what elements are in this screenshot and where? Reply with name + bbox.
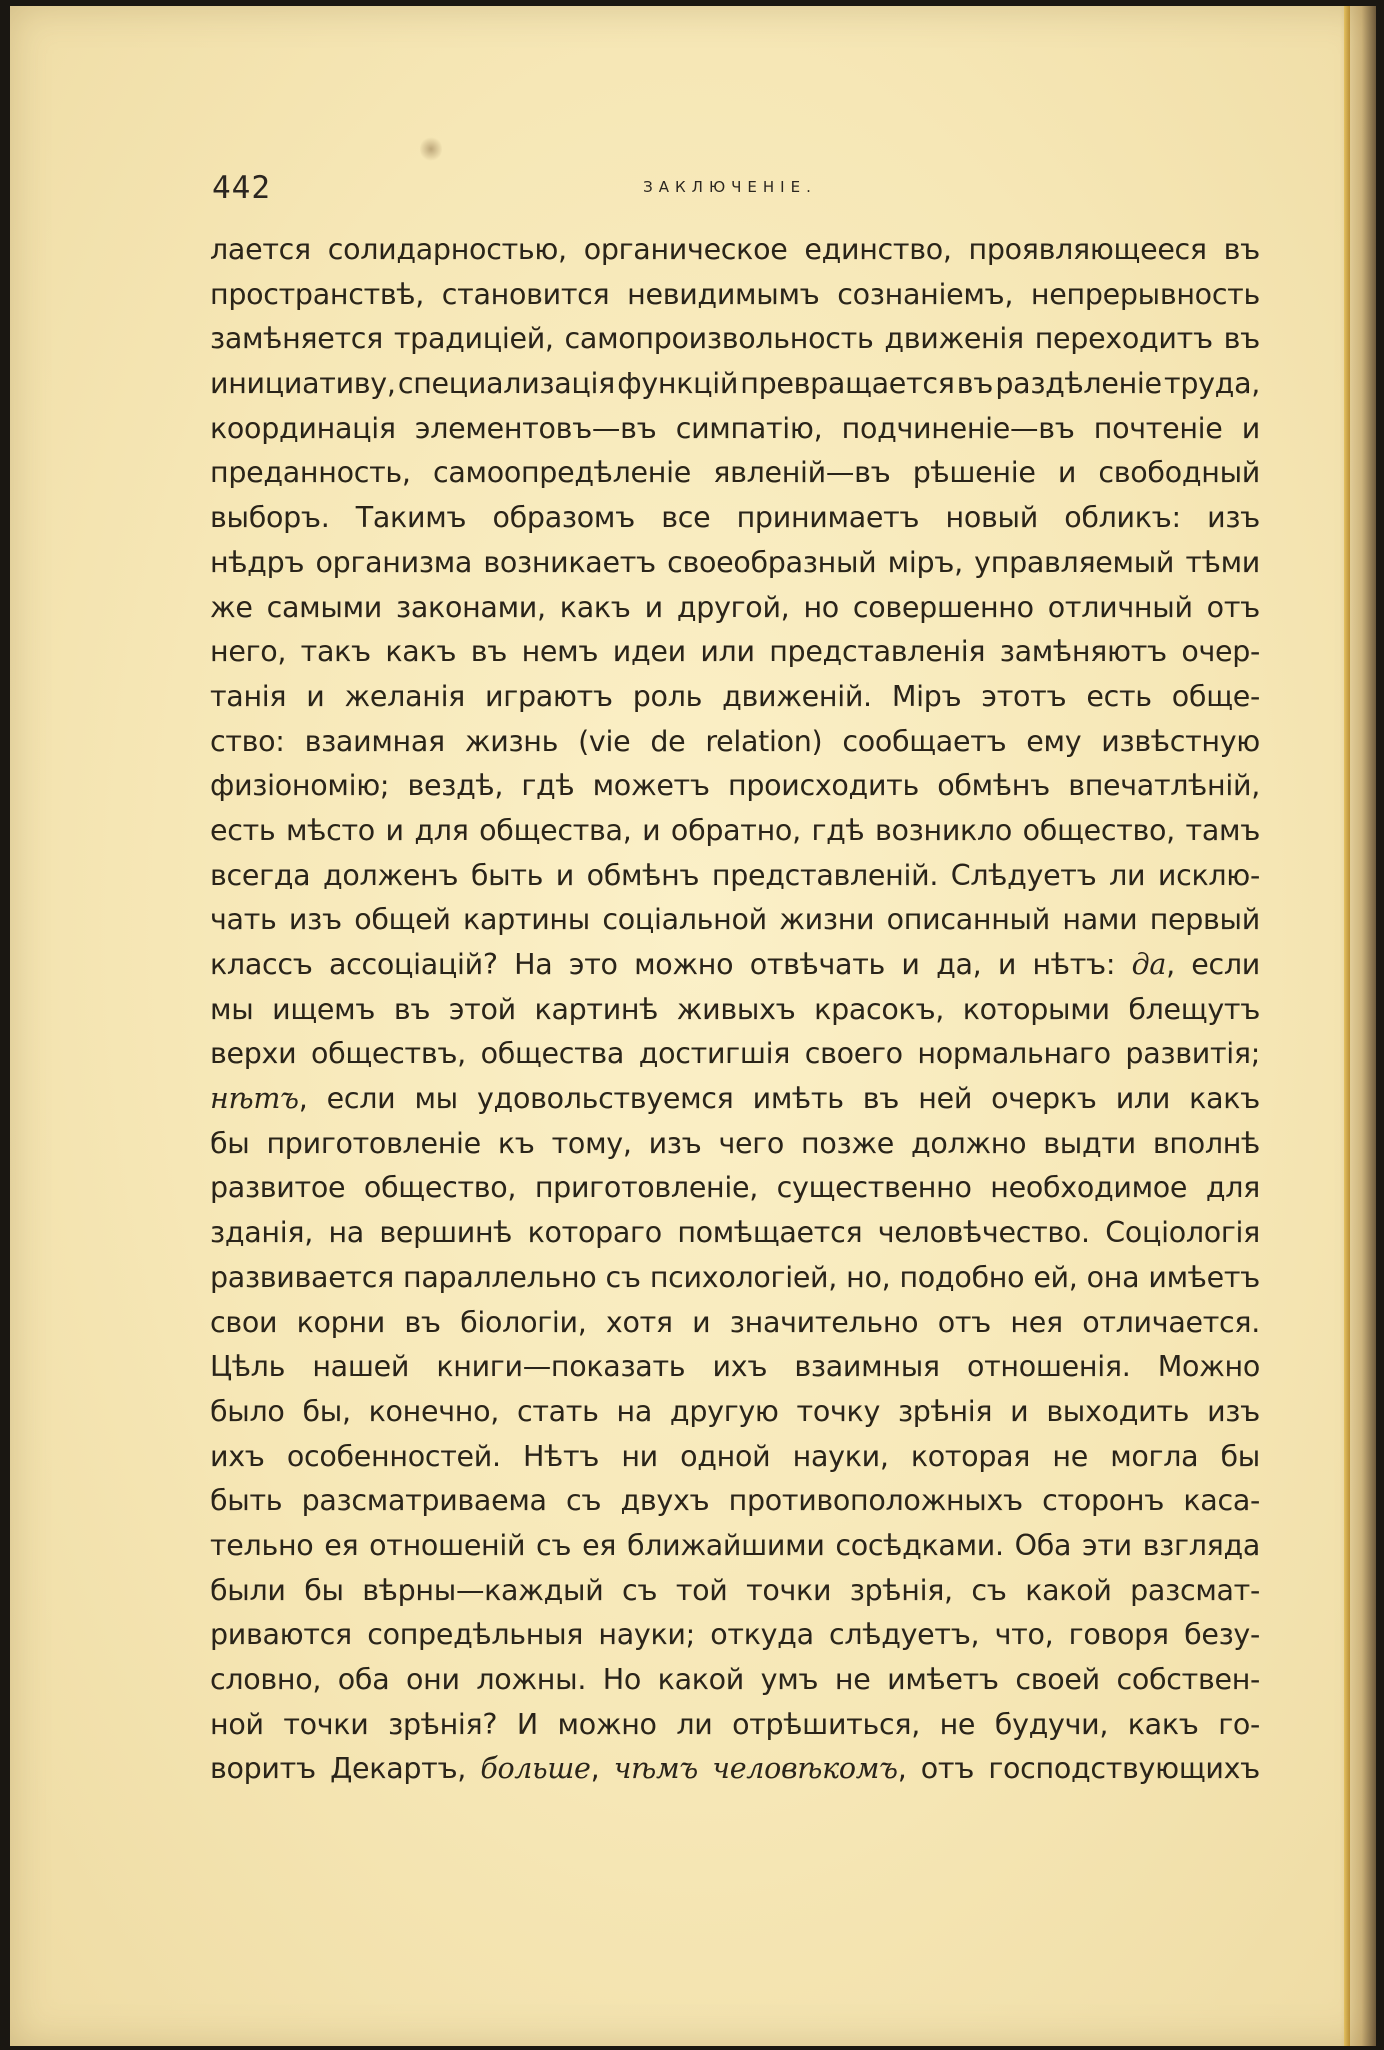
text-segment: воритъ Декартъ, bbox=[210, 1752, 481, 1786]
text-line bbox=[210, 1613, 1260, 1658]
text-line bbox=[210, 1703, 1260, 1748]
text-segment: него, такъ какъ въ немъ идеи или представленія замѣняютъ очер- bbox=[210, 635, 1261, 669]
text-segment: развитое общество, приготовленіе, существенно необходимое для bbox=[210, 1171, 1261, 1205]
text-line bbox=[210, 809, 1260, 854]
text-segment: , отъ господствующихъ bbox=[897, 1752, 1260, 1786]
text-segment: были бы вѣрны—каждый съ той точки зрѣнія, съ какой разсмат- bbox=[210, 1573, 1260, 1607]
text-line bbox=[210, 1211, 1260, 1256]
italic-text: больше bbox=[480, 1752, 591, 1786]
text-line bbox=[210, 586, 1260, 631]
text-segment: чать изъ общей картины соціальной жизни описанный нами первый bbox=[210, 903, 1260, 937]
text-segment: лается солидарностью, органическое единство, проявляющееся въ bbox=[210, 233, 1260, 266]
text-line bbox=[210, 541, 1260, 586]
text-segment: верхи обществъ, общества достигшія своего нормальнаго развитія; bbox=[210, 1037, 1261, 1071]
text-line bbox=[210, 1747, 1260, 1792]
text-line bbox=[210, 1166, 1260, 1211]
text-segment: ихъ особенностей. Нѣтъ ни одной науки, которая не могла бы bbox=[210, 1439, 1261, 1473]
running-head: ЗАКЛЮЧЕНІЕ. bbox=[643, 178, 817, 196]
body-text bbox=[210, 228, 1260, 1792]
italic-text: чѣмъ человѣкомъ bbox=[613, 1752, 898, 1786]
text-line bbox=[210, 451, 1260, 496]
text-segment: свои корни въ біологіи, хотя и значительно отъ нея отличается. bbox=[210, 1305, 1260, 1339]
text-segment: риваются сопредѣльныя науки; откуда слѣдуетъ, что, говоря безу- bbox=[210, 1618, 1260, 1652]
ink-smudge bbox=[420, 136, 442, 162]
text-segment: , если bbox=[1166, 948, 1261, 981]
text-line bbox=[210, 988, 1260, 1033]
text-segment: танія и желанія играютъ роль движеній. Міръ этотъ есть обще- bbox=[210, 679, 1260, 713]
text-line bbox=[210, 1256, 1260, 1301]
text-line bbox=[210, 273, 1260, 318]
text-segment: же самыми законами, какъ и другой, но совершенно отличный отъ bbox=[210, 590, 1260, 624]
text-segment: ство: взаимная жизнь (vie de relation) сообщаетъ ему извѣстную bbox=[210, 724, 1260, 758]
text-line bbox=[210, 675, 1260, 720]
text-segment: мы ищемъ въ этой картинѣ живыхъ красокъ, которыми блещутъ bbox=[210, 992, 1261, 1026]
text-segment: ной точки зрѣнія? И можно ли отрѣшиться, не будучи, какъ го- bbox=[210, 1707, 1261, 1741]
text-segment: нѣдръ организма возникаетъ своеобразный міръ, управляемый тѣми bbox=[210, 545, 1261, 579]
text-segment: бы приготовленіе къ тому, изъ чего позже должно выдти вполнѣ bbox=[210, 1126, 1260, 1160]
text-segment: классъ ассоціацій? На это можно отвѣчать и да, и нѣтъ: bbox=[210, 948, 1132, 981]
text-line bbox=[210, 496, 1260, 541]
text-segment: физіономію; вездѣ, гдѣ можетъ происходить обмѣнъ впечатлѣній, bbox=[210, 769, 1260, 803]
text-segment: зданія, на вершинѣ котораго помѣщается человѣчество. Соціологія bbox=[210, 1216, 1261, 1250]
text-line bbox=[210, 1345, 1260, 1390]
text-line bbox=[210, 1077, 1260, 1122]
text-segment: Цѣль нашей книги—показать ихъ взаимныя отношенія. Можно bbox=[210, 1350, 1261, 1384]
text-line bbox=[210, 630, 1260, 675]
text-line bbox=[210, 317, 1260, 362]
text-segment: выборъ. Такимъ образомъ все принимаетъ новый обликъ: изъ bbox=[210, 501, 1261, 535]
text-segment: всегда долженъ быть и обмѣнъ представленій. Слѣдуетъ ли исклю- bbox=[210, 858, 1260, 892]
text-line bbox=[210, 854, 1260, 899]
italic-text: да bbox=[1131, 948, 1167, 981]
italic-text: нѣтъ bbox=[210, 1082, 299, 1116]
text-segment: преданность, самоопредѣленіе явленій—въ рѣшеніе и свободный bbox=[210, 456, 1260, 490]
page-header bbox=[200, 160, 1260, 210]
text-segment: координація элементовъ—въ симпатію, подчиненіе—въ почтеніе и bbox=[210, 411, 1260, 445]
text-segment: , bbox=[590, 1752, 614, 1786]
page-edge-shadow bbox=[1340, 6, 1376, 2046]
text-segment: быть разсматриваема съ двухъ противоположныхъ сторонъ каса- bbox=[210, 1484, 1260, 1518]
text-line bbox=[210, 943, 1260, 988]
text-segment: есть мѣсто и для общества, и обратно, гдѣ возникло общество, тамъ bbox=[210, 813, 1261, 847]
page-number: 442 bbox=[212, 170, 271, 206]
text-line bbox=[210, 1032, 1260, 1077]
text-segment: , если мы удовольствуемся имѣть въ ней очеркъ или какъ bbox=[298, 1082, 1261, 1116]
text-line bbox=[210, 1435, 1260, 1480]
text-segment: развивается параллельно съ психологіей, но, подобно ей, она имѣетъ bbox=[210, 1260, 1261, 1294]
text-line bbox=[210, 1301, 1260, 1346]
text-line bbox=[210, 362, 1260, 407]
text-line bbox=[210, 1524, 1260, 1569]
text-line bbox=[210, 1569, 1260, 1614]
text-line bbox=[210, 1390, 1260, 1435]
text-line bbox=[210, 1479, 1260, 1524]
text-line bbox=[210, 228, 1260, 273]
text-line bbox=[210, 407, 1260, 452]
text-segment: пространствѣ, становится невидимымъ сознаніемъ, непрерывность bbox=[210, 277, 1260, 311]
text-segment: инициативу, специализація функцій превращается въ раздѣленіе труда, bbox=[210, 367, 1260, 401]
text-line bbox=[210, 720, 1260, 765]
text-line bbox=[210, 1658, 1260, 1703]
text-segment: замѣняется традиціей, самопроизвольность движенія переходитъ въ bbox=[210, 322, 1260, 356]
text-line bbox=[210, 898, 1260, 943]
text-line bbox=[210, 764, 1260, 809]
text-line bbox=[210, 1122, 1260, 1167]
text-segment: тельно ея отношеній съ ея ближайшими сосѣдками. Оба эти взгляда bbox=[210, 1528, 1261, 1562]
text-segment: было бы, конечно, стать на другую точку зрѣнія и выходить изъ bbox=[210, 1394, 1260, 1428]
text-segment: словно, оба они ложны. Но какой умъ не имѣетъ своей собствен- bbox=[210, 1663, 1261, 1696]
